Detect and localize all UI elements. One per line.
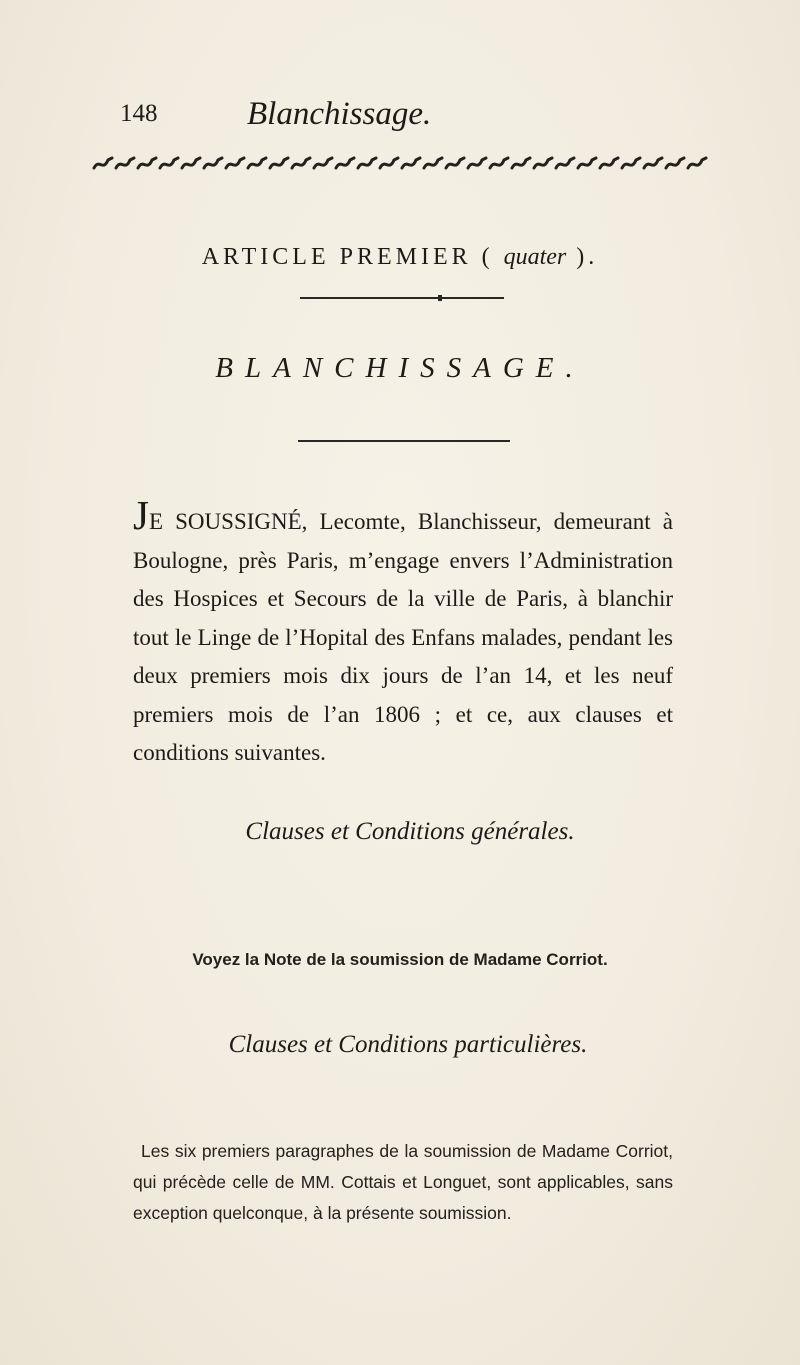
ornament-glyph [666,158,684,168]
ornament-glyph [138,158,156,168]
article-heading-italic: quater [503,244,567,270]
page-number: 148 [120,100,158,127]
ornament-glyph [116,158,134,168]
drop-cap: J [133,492,149,538]
ornament-glyph [446,158,464,168]
ornament-glyph [204,158,222,168]
ornament-glyph [94,158,112,168]
clauses-generales-heading: Clauses et Conditions générales. [245,818,575,845]
ornament-glyph [600,158,618,168]
main-paragraph-text: E SOUSSIGNÉ, Lecomte, Blanchisseur, demeurant à Boulogne, près Paris, m’engage envers l’Administration des Hospices et Secours de la ville de Paris, à blanchir tout le Linge de l’Hopital des Enfans malades, pendant les deux premiers mois dix jours de l’an 14, et les neuf premiers mois de l’an 1806 ; et ce, aux clauses et conditions suivantes. [133,509,673,765]
ornament-glyph [556,158,574,168]
ornament-glyph [644,158,662,168]
divider-dot [438,295,442,301]
ornament-glyph [336,158,354,168]
ornament-glyph [226,158,244,168]
ornament-glyph [270,158,288,168]
ornament-glyph [512,158,530,168]
ornament-glyph [424,158,442,168]
article-heading-end: ). [576,244,599,270]
ornament-glyph [380,158,398,168]
ornament-glyph [358,158,376,168]
running-head [120,96,680,140]
divider-rule-long [298,440,510,442]
main-paragraph [133,492,673,773]
ornament-glyph [182,158,200,168]
note-reference: Voyez la Note de la soumission de Madame Corriot. [192,950,608,969]
ornament-glyph [688,158,706,168]
ornament-glyph [534,158,552,168]
section-title: BLANCHISSAGE. [215,352,585,384]
ornament-glyph [578,158,596,168]
decorative-ornament-band [90,152,715,176]
ornament-glyph [622,158,640,168]
ornament-glyph [490,158,508,168]
ornament-glyph [160,158,178,168]
divider-rule [300,297,504,299]
ornament-glyph [314,158,332,168]
ornament-glyph [248,158,266,168]
article-heading-text: ARTICLE PREMIER ( [201,244,494,270]
running-title: Blanchissage. [247,96,432,132]
clauses-particulieres-paragraph: Les six premiers paragraphes de la soumission de Madame Corriot, qui précède celle de MM. Cottais et Longuet, sont applicables, sans exception quelconque, à la présente soumission. [133,1141,673,1223]
clauses-particulieres-heading: Clauses et Conditions particulières. [228,1031,588,1058]
ornament-glyph [402,158,420,168]
ornament-glyph [468,158,486,168]
ornament-glyph [292,158,310,168]
article-heading [0,244,800,271]
